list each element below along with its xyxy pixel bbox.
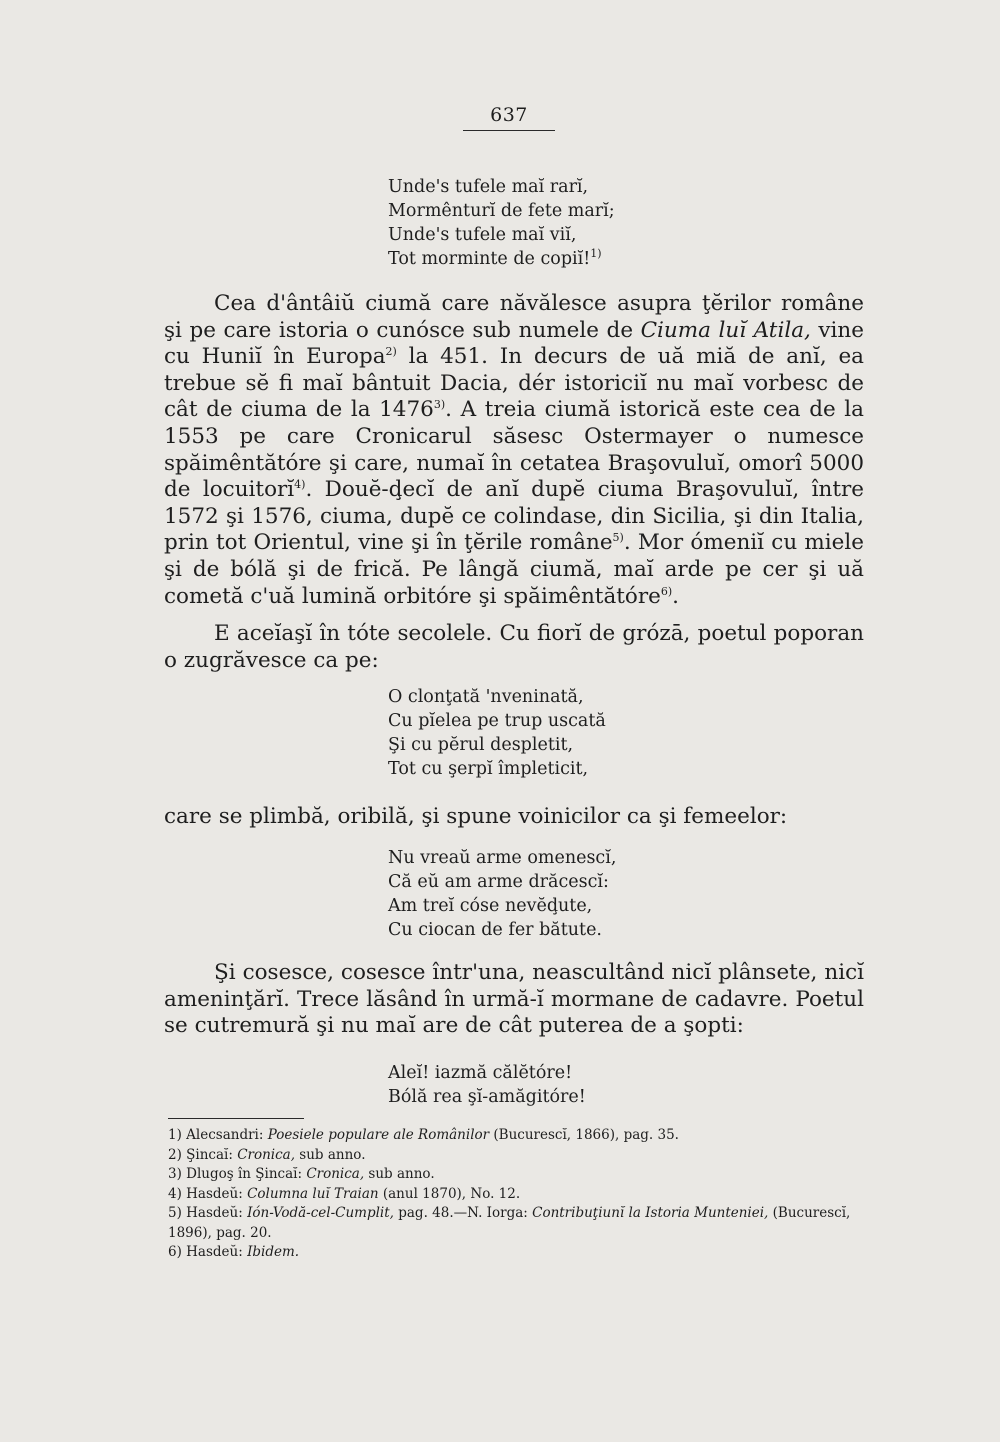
footnote: 6) Hasdeŭ: Ibidem. <box>168 1244 300 1260</box>
verse-line: Unde's tufele maĭ rarĭ, <box>388 177 589 197</box>
verse-line: Că eŭ am arme drăcescĭ: <box>388 872 609 892</box>
footnote: 4) Hasdeŭ: Columna luĭ Traian (anul 1870), No. 12. <box>168 1185 521 1202</box>
paragraph-2: E aceĭaşĭ în tóte secolele. Cu fiorĭ de grózā, poetul poporan o zugrăvesce ca pe: <box>164 621 864 673</box>
verse-block-1 <box>388 175 615 271</box>
page-number: 637 <box>490 104 528 126</box>
footnote: 5) Hasdeŭ: Ión-Vodă-cel-Cumplit, pag. 48.—N. Iorga: Contribuţiunĭ la Istoria Munteniei, (Bucurescĭ, 1896), pag. 20. <box>168 1205 851 1241</box>
italic-title: Ciuma luĭ Atila, <box>640 317 811 343</box>
footnote: 2) Şincaĭ: Cronica, sub anno. <box>168 1146 366 1163</box>
verse-block-2 <box>388 685 606 781</box>
verse-line: Bólă rea şĭ-amăgitóre! <box>388 1087 586 1107</box>
verse-line: Unde's tufele maĭ viĭ, <box>388 225 577 245</box>
footnote-ref: 4) <box>294 478 306 491</box>
header-rule <box>463 130 555 131</box>
connecting-line: care se plimbă, oribilă, şi spune voinicilor ca şi femeelor: <box>164 804 788 829</box>
verse-line: Tot cu şerpĭ împleticit, <box>388 759 589 779</box>
footnote: 3) Dlugoş în Şincaĭ: Cronica, sub anno. <box>168 1166 435 1182</box>
verse-block-3 <box>388 846 616 942</box>
verse-line: Tot morminte de copiĭ!$^{1)}$ <box>388 247 602 269</box>
verse-line: Cu ciocan de fer bătute. <box>388 920 602 940</box>
footnote-ref: 5) <box>612 531 624 545</box>
footnote-ref: 3) <box>433 398 446 412</box>
verse-block-4 <box>388 1061 586 1109</box>
verse-line: Am treĭ cóse nevĕḑute, <box>388 896 593 916</box>
paragraph-3: Şi cosesce, cosesce într'una, neascultând nicĭ plânsete, nicĭ ameninţărĭ. Trece lăsând în urmă-ĭ mormane de cadavre. Poetul se cutremură şi nu maĭ are de cât puterea de a şopti: <box>164 960 864 1039</box>
verse-line: Şi cu pĕrul despletit, <box>388 735 574 755</box>
footnotes <box>168 1126 868 1263</box>
verse-line: Cu pĭelea pe trup uscată <box>388 711 606 731</box>
verse-line: Aleĭ! iazmă călĕtóre! <box>388 1063 573 1083</box>
verse-line: O clonţată 'nveninată, <box>388 687 584 707</box>
footnote-ref: 2) <box>385 345 397 359</box>
footnote-ref: 6) <box>660 584 673 598</box>
footnote-rule <box>168 1118 304 1119</box>
paragraph-1: Cea d'ântâiŭ ciumă care năvălesce asupra ţĕrilor române şi pe care istoria o cunósce sub numele de Ciuma luĭ Atila, vine cu Huniĭ în Europa$^{2)}$ la 451. In decurs de uă miă de anĭ, ea trebue sĕ fi maĭ bântuit Dacia, dér istoriciĭ nu maĭ vorbesc de cât de ciuma de la 1476$^{3)}$. A treia ciumă istorică este cea de la 1553 pe care Cronicarul săsesc Ostermayer o numesce spăimêntătóre şi care, numaĭ în cetatea Braşovuluĭ, omorî 5000 de locuitorĭ$^{4)}$. Douĕ-ḑecĭ de anĭ dupĕ ciuma Braşovuluĭ, între 1572 şi 1576, ciuma, dupĕ ce colindase, din Sicilia, şi din Italia, prin tot Orientul, vine şi în ţĕrile române$^{5)}$. Mor ómeniĭ cu miele şi de bólă şi de frică. Pe lângă ciumă, maĭ arde pe cer şi uă cometă c'uă lumină orbitóre şi spăimêntătóre$^{6)}$. <box>164 291 865 609</box>
footnote-ref: 1) <box>590 247 602 261</box>
verse-line: Mormênturĭ de fete marĭ; <box>388 201 615 221</box>
verse-line: Nu vreaŭ arme omenescĭ, <box>388 848 617 868</box>
footnote: 1) Alecsandri: Poesiele populare ale Românilor (Bucurescĭ, 1866), pag. 35. <box>168 1127 679 1143</box>
